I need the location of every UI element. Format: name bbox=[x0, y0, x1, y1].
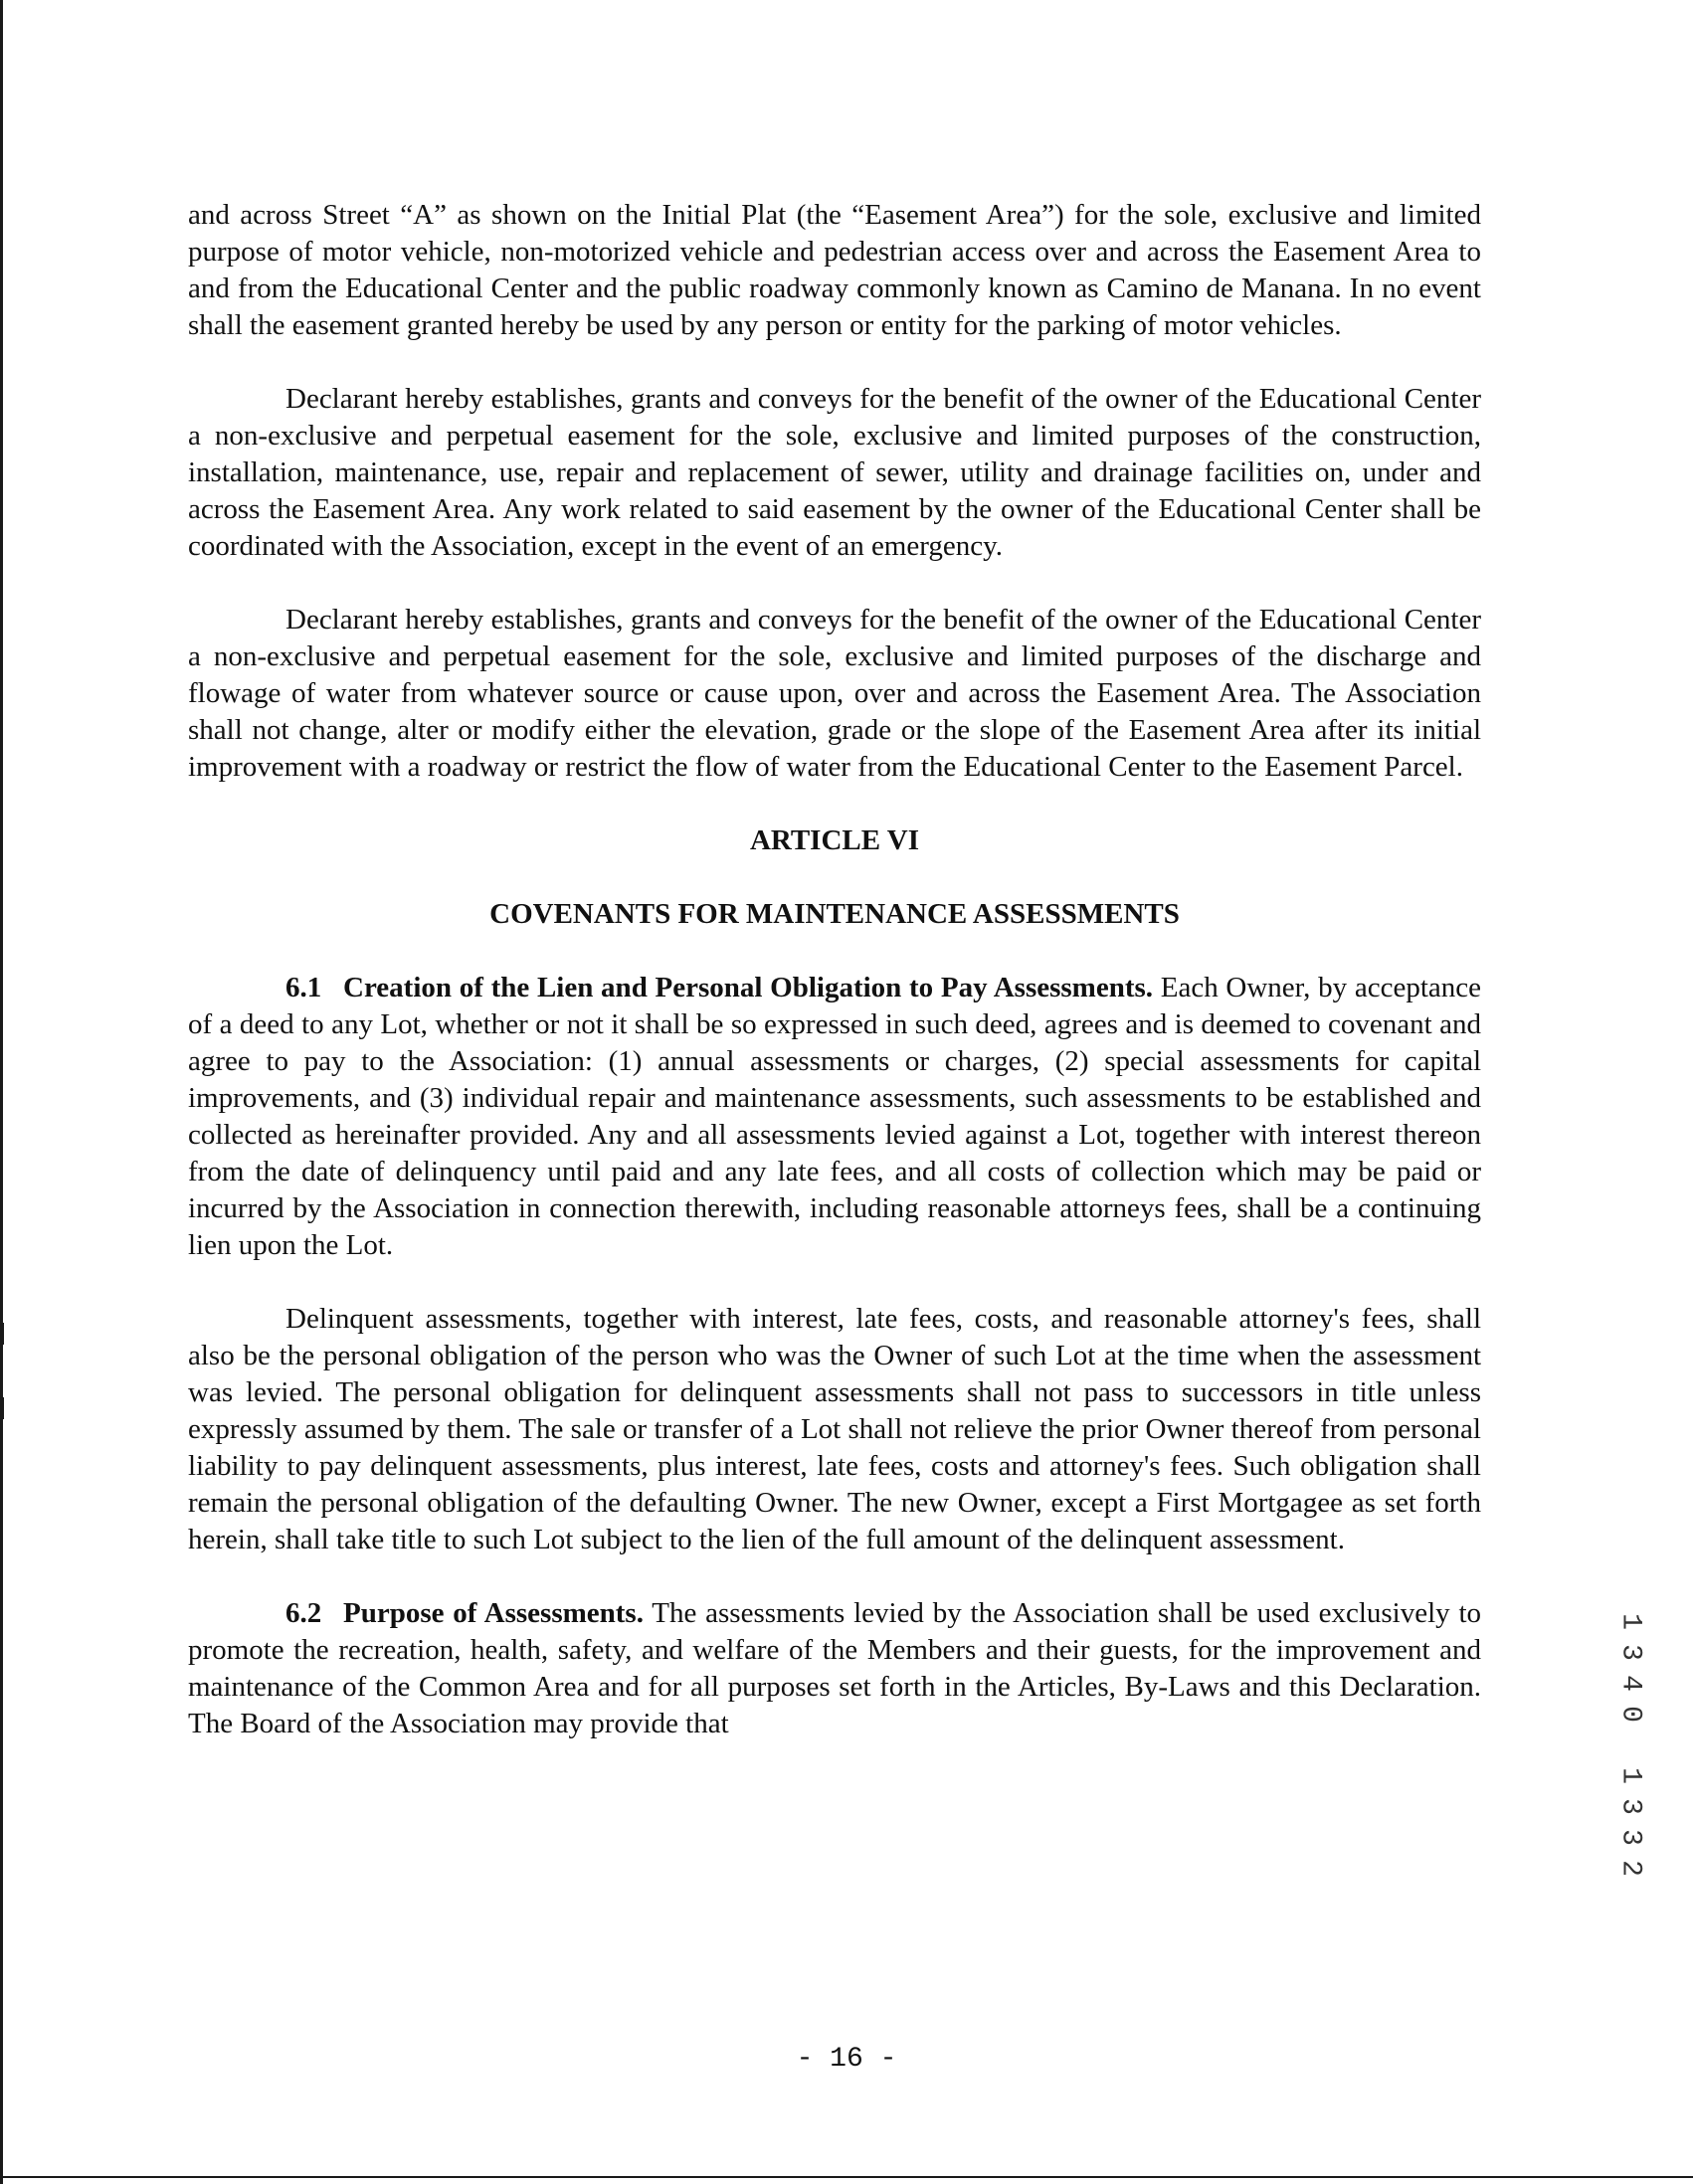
document-page bbox=[188, 197, 1481, 1742]
recording-stamp-char: 3 bbox=[1614, 1798, 1646, 1815]
article-title: COVENANTS FOR MAINTENANCE ASSESSMENTS bbox=[489, 898, 1180, 930]
left-edge-mark bbox=[0, 1397, 4, 1419]
section-6-1-body: Each Owner, by acceptance of a deed to any Lot, whether or not it shall be so expressed in such deed, agrees and is deemed to covenant and agree to pay to the Association: (1) annual assessments or charges, (2) special assessments for capital improvements, and (3) individual repair and maintenance assessments, such assessments to be established and collected as hereinafter provided. Any and all assessments levied against a Lot, together with interest thereon from the date of delinquency until paid and any late fees, and all costs of collection which may be paid or incurred by the Association in connection therewith, including reasonable attorneys fees, shall be a continuing lien upon the Lot. bbox=[188, 972, 1481, 1261]
recording-stamp-char: 3 bbox=[1614, 1829, 1646, 1846]
paragraph-easement-water: Declarant hereby establishes, grants and conveys for the benefit of the owner of the Educational Center a non-exclusive and perpetual easement for the sole, exclusive and limited purposes of the discharge and flowage of water from whatever source or cause upon, over and across the Easement Area. The Association shall not change, alter or modify either the elevation, grade or the slope of the Easement Area after its initial improvement with a roadway or restrict the flow of water from the Educational Center to the Easement Parcel. bbox=[188, 604, 1481, 783]
page-number: - 16 - bbox=[796, 2044, 897, 2075]
recording-stamp-char: 1 bbox=[1614, 1767, 1646, 1784]
recording-stamp-char: 4 bbox=[1614, 1675, 1646, 1692]
recording-stamp-char: 2 bbox=[1614, 1860, 1646, 1877]
bottom-scan-edge bbox=[0, 2176, 1693, 2178]
section-6-2-title: Purpose of Assessments. bbox=[343, 1597, 644, 1629]
section-6-2-body: The assessments levied by the Association shall be used exclusively to promote the recreation, health, safety, and welfare of the Members and their guests, for the improvement and maintenance of the Common Area and for all purposes set forth in the Articles, By-Laws and this Declaration. The Board of the Association may provide that bbox=[188, 1597, 1481, 1739]
recording-stamp-char: 1 bbox=[1614, 1613, 1646, 1630]
recording-stamp-char bbox=[1615, 1729, 1646, 1762]
left-edge-mark bbox=[0, 1323, 4, 1345]
left-scan-edge bbox=[0, 0, 3, 2184]
paragraph-delinquent-assessments: Delinquent assessments, together with interest, late fees, costs, and reasonable attorney's fees, shall also be the personal obligation of the person who was the Owner of such Lot at the time when the assessment was levied. The personal obligation for delinquent assessments shall not pass to successors in title unless expressly assumed by them. The sale or transfer of a Lot shall not relieve the prior Owner thereof from personal liability to pay delinquent assessments, plus interest, late fees, costs and attorney's fees. Such obligation shall remain the personal obligation of the defaulting Owner. The new Owner, except a First Mortgagee as set forth herein, shall take title to such Lot subject to the lien of the full amount of the delinquent assessment. bbox=[188, 1303, 1481, 1555]
recording-stamp-char: 0 bbox=[1614, 1706, 1646, 1723]
section-6-2 bbox=[188, 1595, 1481, 1742]
paragraph-easement-access: and across Street “A” as shown on the Initial Plat (the “Easement Area”) for the sole, exclusive and limited purpose of motor vehicle, non-motorized vehicle and pedestrian access over and across the Easement Area to and from the Educational Center and the public roadway commonly known as Camino de Manana. In no event shall the easement granted hereby be used by any person or entity for the parking of motor vehicles. bbox=[188, 199, 1481, 341]
article-heading: ARTICLE VI bbox=[749, 824, 920, 856]
section-6-2-number: 6.2 bbox=[285, 1597, 322, 1629]
recording-stamp bbox=[1613, 1606, 1647, 1884]
recording-stamp-char: 3 bbox=[1614, 1644, 1646, 1661]
section-6-1-number: 6.1 bbox=[285, 972, 322, 1003]
paragraph-easement-utilities: Declarant hereby establishes, grants and conveys for the benefit of the owner of the Educational Center a non-exclusive and perpetual easement for the sole, exclusive and limited purposes of the construction, installation, maintenance, use, repair and replacement of sewer, utility and drainage facilities on, under and across the Easement Area. Any work related to said easement by the owner of the Educational Center shall be coordinated with the Association, except in the event of an emergency. bbox=[188, 383, 1481, 562]
section-6-1 bbox=[188, 970, 1481, 1264]
section-6-1-title: Creation of the Lien and Personal Obligation to Pay Assessments. bbox=[343, 972, 1154, 1003]
